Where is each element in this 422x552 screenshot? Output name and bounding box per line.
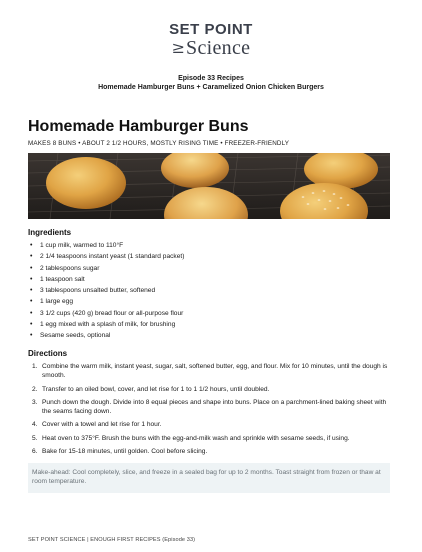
step-number: 1. xyxy=(32,363,38,370)
step-number: 2. xyxy=(32,385,38,393)
step-number: 3. xyxy=(32,398,38,406)
ingredient-item: • Sesame seeds, optional xyxy=(28,330,184,341)
buns-photo xyxy=(28,153,390,219)
ingredient-item: • 2 tablespoons sugar xyxy=(28,263,184,274)
logo-wordmark-bottom xyxy=(0,38,422,58)
ingredient-item: • 1 large egg xyxy=(28,296,184,307)
recipe-title: Homemade Hamburger Buns xyxy=(28,118,249,135)
directions-list xyxy=(28,362,390,460)
ingredients-heading: Ingredients xyxy=(28,228,72,237)
ingredient-item: • 3 tablespoons unsalted butter, softened xyxy=(28,285,184,296)
logo-mark-icon: ≥ xyxy=(171,38,186,57)
direction-step xyxy=(28,420,390,429)
ingredients-list xyxy=(28,240,184,342)
direction-step xyxy=(28,434,390,443)
step-text: Heat oven to 375°F. Brush the buns with the egg-and-milk wash and sprinkle with sesame seeds, if using. xyxy=(42,434,350,442)
step-number: 4. xyxy=(32,421,38,429)
ingredient-item: • 1 egg mixed with a splash of milk, for brushing xyxy=(28,319,184,330)
step-text: Transfer to an oiled bowl, cover, and let rise for 1 to 1 1/2 hours, until doubled. xyxy=(42,385,270,393)
step-text: Bake for 15-18 minutes, until golden. Cool before slicing. xyxy=(42,448,208,456)
direction-step xyxy=(28,447,390,456)
step-text: Punch down the dough. Divide into 8 equal pieces and shape into buns. Place on a parchment-lined baking sheet with the seams facing down. xyxy=(42,398,387,416)
ingredient-item: • 1 teaspoon salt xyxy=(28,274,184,285)
logo-wordmark-top: SET POINT xyxy=(169,21,253,38)
directions-heading: Directions xyxy=(28,349,68,358)
direction-step xyxy=(28,398,390,417)
ingredient-item: • 1 cup milk, warmed to 110°F xyxy=(28,240,184,251)
step-text: Combine the warm milk, instant yeast, sugar, salt, softened butter, egg, and flour. Mix for 10 minutes, until the dough is smooth. xyxy=(42,363,388,380)
episode-header xyxy=(0,74,422,92)
episode-number: Episode 33 Recipes xyxy=(178,75,244,82)
page-footer: SET POINT SCIENCE | ENOUGH FIRST RECIPES (Episode 33) xyxy=(28,537,196,543)
logo-word: Science xyxy=(186,37,251,59)
step-number: 5. xyxy=(32,434,38,442)
direction-step xyxy=(28,385,390,394)
recipe-meta: MAKES 8 BUNS • ABOUT 2 1/2 HOURS, MOSTLY RISING TIME • FREEZER-FRIENDLY xyxy=(28,140,290,147)
step-number: 6. xyxy=(32,448,38,456)
make-ahead-note: Make-ahead: Cool completely, slice, and freeze in a sealed bag for up to 2 months. Toast straight from frozen or thaw at room temperature. xyxy=(28,463,390,493)
step-text: Cover with a towel and let rise for 1 hour. xyxy=(42,421,162,429)
ingredient-item: • 2 1/4 teaspoons instant yeast (1 standard packet) xyxy=(28,251,184,262)
direction-step xyxy=(28,362,390,381)
brand-logo xyxy=(0,22,422,58)
ingredient-item: • 3 1/2 cups (420 g) bread flour or all-purpose flour xyxy=(28,308,184,319)
episode-subtitle: Homemade Hamburger Buns + Caramelized Onion Chicken Burgers xyxy=(98,84,324,91)
